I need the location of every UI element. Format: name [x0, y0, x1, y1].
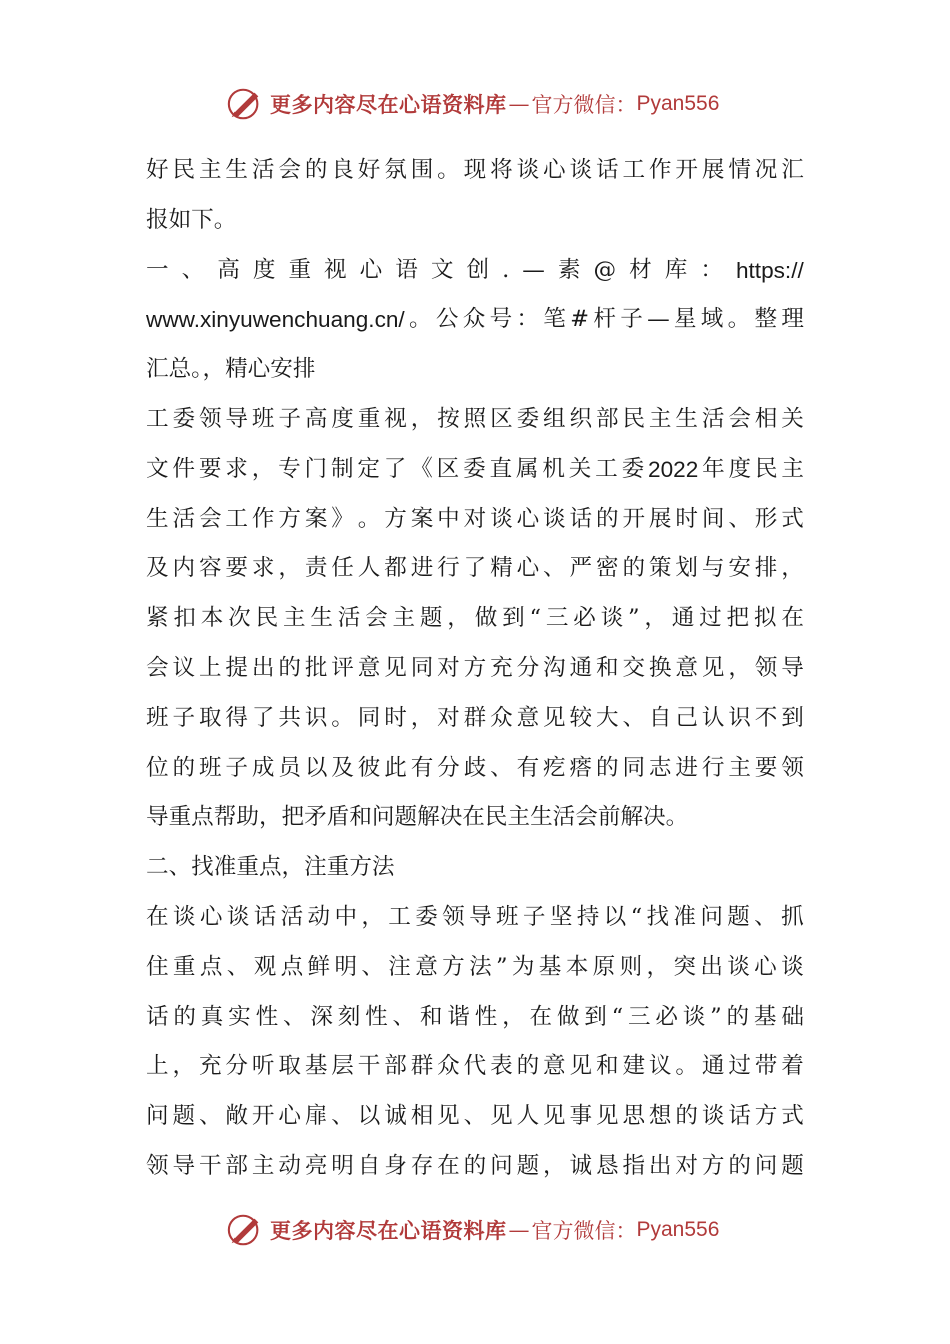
- pen-logo-icon: [226, 1211, 264, 1249]
- text-line: 一 、 高 度 重 视 心 语 文 创 . — 素 @ 材 库 ： https://: [146, 256, 804, 283]
- text-line: 班 子 取 得 了 共 识 。 同 时 ， 对 群 众 意 见 较 大 、 自 己 认 识 不 到: [146, 704, 804, 731]
- text-line: 问 题 、 敞 开 心 扉 、 以 诚 相 见 、 见 人 见 事 见 思 想 的 谈 话 方 式: [146, 1103, 804, 1130]
- banner-wechat-id: Pyan556: [636, 92, 720, 115]
- text-line: 紧 扣 本 次 民 主 生 活 会 主 题 ， 做 到 “ 三 必 谈 ” ， 通 过 把 拟 在: [146, 605, 804, 632]
- text-line: 工 委 领 导 班 子 高 度 重 视 ， 按 照 区 委 组 织 部 民 主 生 活 会 相 关: [146, 405, 804, 432]
- pen-logo-icon: [226, 85, 264, 123]
- text-line: 文 件 要 求 ， 专 门 制 定 了 《 区 委 直 属 机 关 工 委 2022 年 度 民 主: [146, 455, 804, 482]
- text-line: 报如下。: [146, 206, 237, 233]
- text-line: 在 谈 心 谈 话 活 动 中 ， 工 委 领 导 班 子 坚 持 以 “ 找 准 问 题 、 抓: [146, 903, 804, 930]
- text-line: 导重点帮助，把矛盾和问题解决在民主生活会前解决。: [146, 804, 689, 831]
- header-banner: [226, 84, 719, 124]
- document-body: [146, 146, 804, 1192]
- text-line: 上 ， 充 分 听 取 基 层 干 部 群 众 代 表 的 意 见 和 建 议 。 通 过 带 着: [146, 1053, 804, 1080]
- text-line: 生 活 会 工 作 方 案 》 。 方 案 中 对 谈 心 谈 话 的 开 展 时 间 、 形 式: [146, 505, 804, 532]
- text-line: 话 的 真 实 性 、 深 刻 性 、 和 谐 性 ， 在 做 到 “ 三 必 谈 ” 的 基 础: [146, 1003, 804, 1030]
- text-line: 领 导 干 部 主 动 亮 明 自 身 存 在 的 问 题 ， 诚 恳 指 出 对 方 的 问 题: [146, 1152, 804, 1179]
- text-line: 二、找准重点，注重方法: [146, 854, 395, 881]
- footer-banner: [226, 1210, 719, 1250]
- text-line: 汇总。，精心安排: [146, 356, 316, 383]
- banner-wechat-label: 官方微信：: [531, 1219, 637, 1243]
- text-line: 会 议 上 提 出 的 批 评 意 见 同 对 方 充 分 沟 通 和 交 换 意 见 ， 领 导: [146, 654, 804, 681]
- banner-dash: —: [508, 1218, 530, 1242]
- banner-wechat-id: Pyan556: [636, 1218, 720, 1241]
- text-line: 住 重 点 、 观 点 鲜 明 、 注 意 方 法 ” 为 基 本 原 则 ， 突 出 谈 心 谈: [146, 953, 804, 980]
- text-line: 位 的 班 子 成 员 以 及 彼 此 有 分 歧 、 有 疙 瘩 的 同 志 进 行 主 要 领: [146, 754, 804, 781]
- banner-dash: —: [508, 92, 530, 116]
- text-line: 及 内 容 要 求 ， 责 任 人 都 进 行 了 精 心 、 严 密 的 策 划 与 安 排 ，: [146, 555, 804, 582]
- banner-wechat-label: 官方微信：: [531, 93, 637, 117]
- banner-title: 更多内容尽在心语资料库: [270, 92, 507, 117]
- text-line: 好 民 主 生 活 会 的 良 好 氛 围 。 现 将 谈 心 谈 话 工 作 开 展 情 况 汇: [146, 157, 804, 183]
- banner-title: 更多内容尽在心语资料库: [270, 1218, 507, 1243]
- text-line: www.xinyuwenchuang.cn/ 。 公 众 号 ： 笔 # 杆 子 — 星 域 。 整 理: [146, 306, 804, 333]
